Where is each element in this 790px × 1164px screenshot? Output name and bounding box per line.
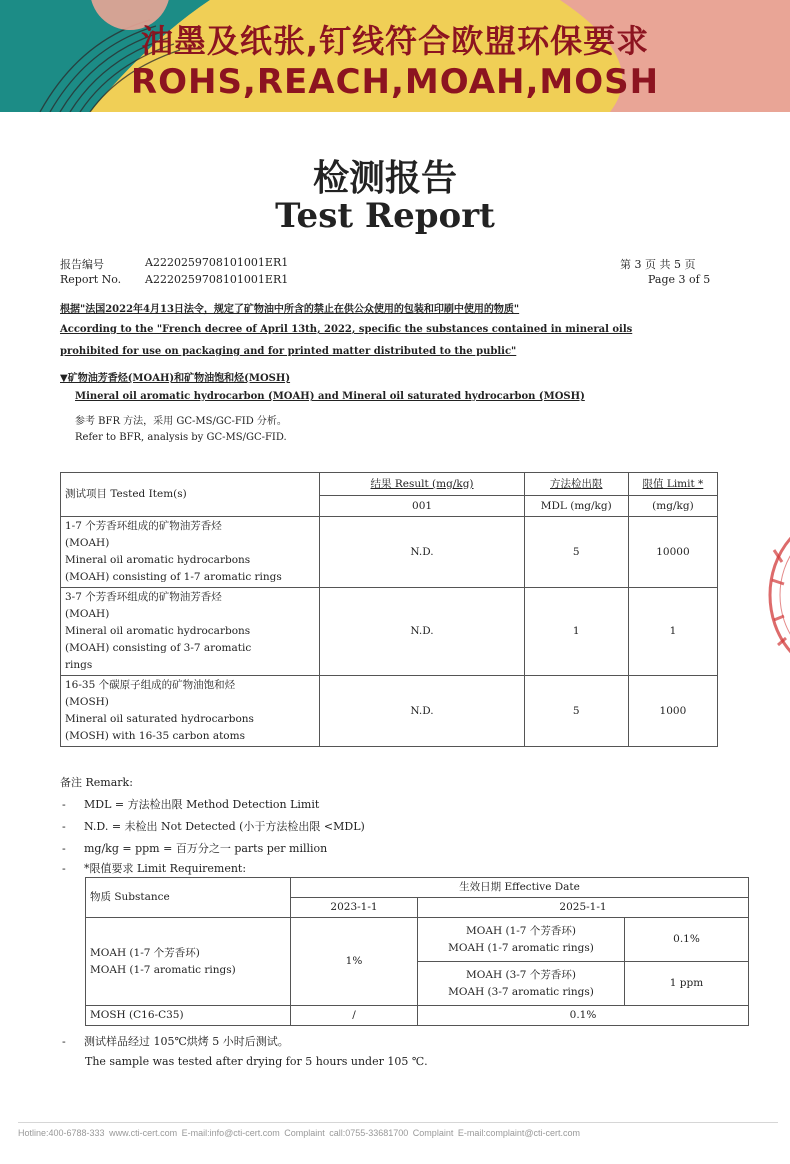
row-item-abbr: (MOSH) [65, 696, 109, 708]
report-no-value: A2220259708101001ER1 [145, 256, 289, 269]
remark-title: 备注 Remark: [60, 776, 133, 789]
row-mdl: 1 [524, 588, 628, 676]
row-item-en2: (MOSH) with 16-35 carbon atoms [65, 730, 245, 742]
promo-banner [0, 0, 790, 112]
report-no-label-en: Report No. [60, 273, 122, 286]
col-header-limit-sub: (mg/kg) [628, 496, 717, 517]
remark-text: *限值要求 Limit Requirement: [84, 862, 247, 875]
decree-en-2: prohibited for use on packaging and for printed matter distributed to the public" [60, 346, 517, 357]
row-result: N.D. [320, 517, 524, 588]
limit-mosh-2023: / [291, 1006, 418, 1026]
page-en: Page 3 of 5 [648, 273, 711, 286]
limit-header-substance: 物质 Substance [86, 878, 291, 918]
row-item-en1: Mineral oil aromatic hydrocarbons [65, 625, 251, 637]
row-item-cn: 3-7 个芳香环组成的矿物油芳香烃 [65, 591, 222, 603]
note-cn [62, 1033, 289, 1049]
limit-sub-a-en: MOAH (1-7 aromatic rings) [448, 941, 594, 954]
limit-mosh: MOSH (C16-C35) [86, 1006, 291, 1026]
limit-date-2025: 2025-1-1 [418, 898, 749, 918]
limit-requirement-table [85, 877, 749, 1026]
limit-sub-b-cn: MOAH (3-7 个芳香环) [466, 968, 576, 981]
report-title-en: Test Report [275, 196, 495, 236]
note-en: The sample was tested after drying for 5 hours under 105 ℃. [85, 1055, 428, 1068]
limit-sub-b [418, 962, 625, 1006]
row-limit: 10000 [628, 517, 717, 588]
limit-moah-cell [86, 918, 291, 1006]
remark-item [62, 840, 327, 856]
row-item-abbr: (MOAH) [65, 608, 110, 620]
bullet-marker: - [62, 862, 66, 875]
bullet-marker: - [62, 820, 66, 833]
remark-text: N.D. = 未检出 Not Detected (小于方法检出限 <MDL) [84, 820, 365, 833]
limit-sub-a-value: 0.1% [625, 918, 749, 962]
remark-item [62, 860, 246, 876]
col-header-mdl-sub: MDL (mg/kg) [524, 496, 628, 517]
decree-cn: 根据"法国2022年4月13日法令，规定了矿物油中所含的禁止在供公众使用的包装和印刷中使用的物质" [60, 304, 520, 315]
row-item-en2: (MOAH) consisting of 1-7 aromatic rings [65, 571, 282, 583]
row-item-cn: 1-7 个芳香环组成的矿物油芳香烃 [65, 520, 222, 532]
remark-text: mg/kg = ppm = 百万分之一 parts per million [84, 842, 328, 855]
col-header-result-sub: 001 [320, 496, 524, 517]
method-en: Refer to BFR, analysis by GC-MS/GC-FID. [75, 432, 287, 443]
limit-moah-en: MOAH (1-7 aromatic rings) [90, 963, 236, 976]
row-item [61, 588, 320, 676]
limit-sub-a-cn: MOAH (1-7 个芳香环) [466, 924, 576, 937]
section-title-en: Mineral oil aromatic hydrocarbon (MOAH) and Mineral oil saturated hydrocarbon (MOSH) [75, 391, 585, 402]
bullet-marker: - [62, 798, 66, 811]
section-title-cn: ▼矿物油芳香烃(MOAH)和矿物油饱和烃(MOSH) [60, 373, 291, 384]
limit-header-effective: 生效日期 Effective Date [291, 878, 749, 898]
row-mdl: 5 [524, 676, 628, 747]
bullet-marker: - [62, 842, 66, 855]
remark-text: MDL = 方法检出限 Method Detection Limit [84, 798, 320, 811]
col-header-limit: 限值 Limit * [628, 473, 717, 496]
row-item [61, 517, 320, 588]
report-title-cn: 检测报告 [312, 157, 457, 199]
table-row [61, 676, 718, 747]
limit-date-2023: 2023-1-1 [291, 898, 418, 918]
decree-en-1: According to the "French decree of April 13th, 2022, specific the substances contained in mineral oils [60, 324, 633, 335]
row-item [61, 676, 320, 747]
row-item-abbr: (MOAH) [65, 537, 110, 549]
limit-mosh-2025: 0.1% [418, 1006, 749, 1026]
col-header-result: 结果 Result (mg/kg) [320, 473, 524, 496]
table-row [61, 588, 718, 676]
row-limit: 1 [628, 588, 717, 676]
footer [0, 1114, 790, 1164]
limit-moah-2023: 1% [291, 918, 418, 1006]
footer-divider [18, 1122, 778, 1123]
row-item-en1: Mineral oil aromatic hydrocarbons [65, 554, 251, 566]
note-cn-text: 测试样品经过 105℃烘烤 5 小时后测试。 [84, 1035, 289, 1048]
results-table [60, 472, 718, 747]
bullet-marker: - [62, 1035, 66, 1048]
row-item-en3: rings [65, 659, 93, 671]
row-result: N.D. [320, 676, 524, 747]
remark-item [62, 796, 319, 812]
row-mdl: 5 [524, 517, 628, 588]
col-header-item: 测试项目 Tested Item(s) [61, 473, 320, 517]
report-no-value-2: A2220259708101001ER1 [145, 273, 289, 286]
page-cn: 第 3 页 共 5 页 [620, 258, 696, 271]
row-item-cn: 16-35 个碳原子组成的矿物油饱和烃 [65, 679, 236, 691]
official-stamp [760, 510, 790, 680]
limit-sub-b-value: 1 ppm [625, 962, 749, 1006]
method-cn: 参考 BFR 方法，采用 GC-MS/GC-FID 分析。 [75, 416, 287, 427]
remark-item [62, 818, 365, 834]
row-limit: 1000 [628, 676, 717, 747]
footer-contact: Hotline:400-6788-333 www.cti-cert.com E-mail:info@cti-cert.com Complaint call:0755-33681700 Complaint E-mail:complaint@cti-cert.com [18, 1128, 580, 1138]
report-no-label-cn: 报告编号 [60, 258, 104, 271]
limit-sub-b-en: MOAH (3-7 aromatic rings) [448, 985, 594, 998]
table-row [61, 517, 718, 588]
row-result: N.D. [320, 588, 524, 676]
limit-moah-cn: MOAH (1-7 个芳香环) [90, 946, 200, 959]
limit-sub-a [418, 918, 625, 962]
row-item-en2: (MOAH) consisting of 3-7 aromatic [65, 642, 252, 654]
banner-title-en: ROHS,REACH,MOAH,MOSH [130, 62, 660, 102]
banner-title-cn: 油墨及纸张,钉线符合欧盟环保要求 [140, 22, 650, 60]
row-item-en1: Mineral oil saturated hydrocarbons [65, 713, 254, 725]
col-header-mdl: 方法检出限 [524, 473, 628, 496]
